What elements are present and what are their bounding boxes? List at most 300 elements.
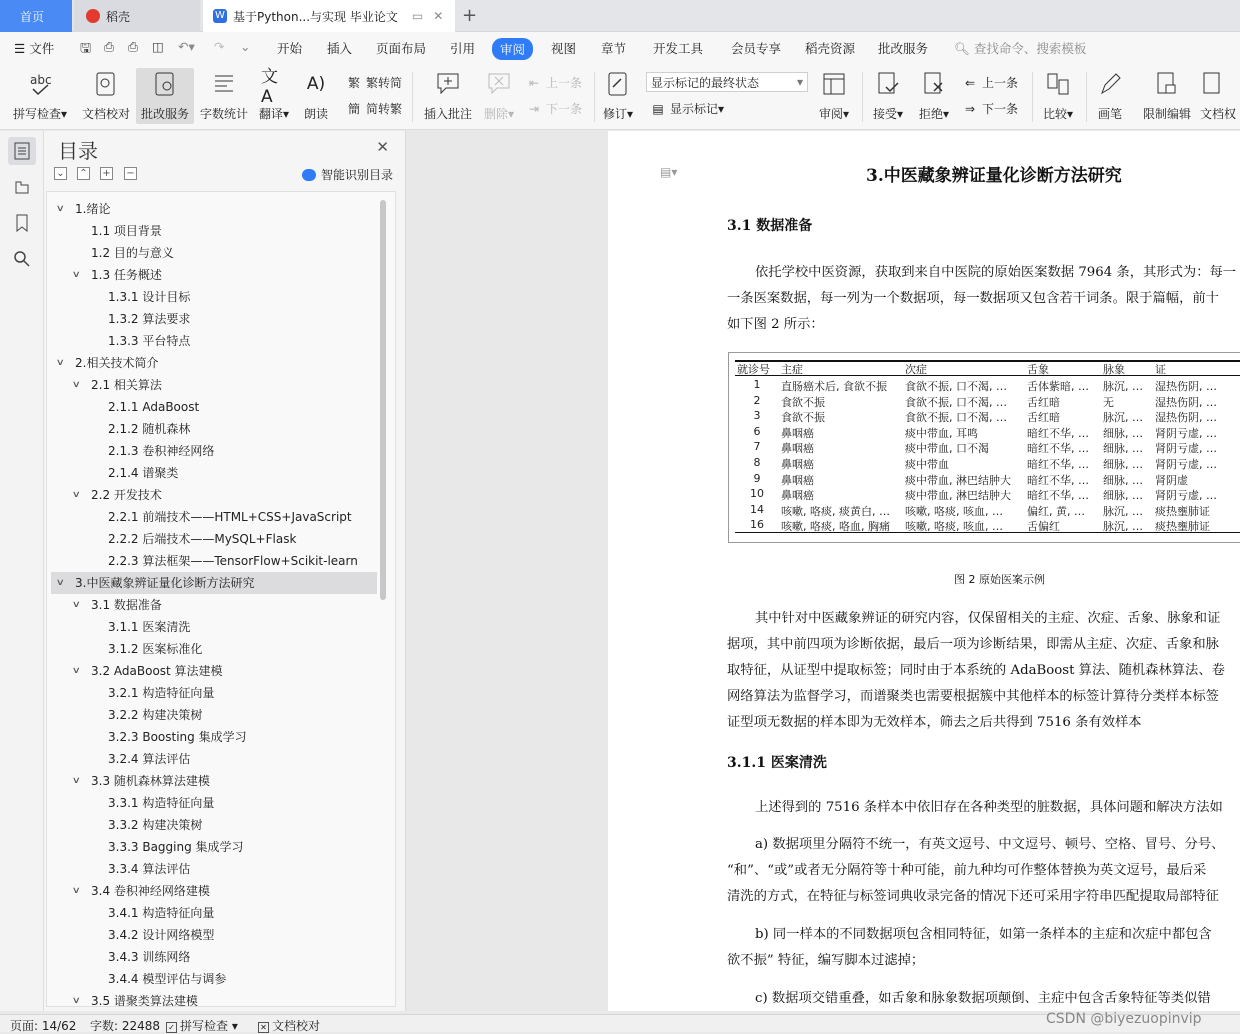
table-header-cell: 次症 bbox=[905, 363, 927, 376]
table-cell: 食欲不振, 口不渴, … bbox=[905, 411, 1007, 425]
table-cell: 暗红不华, … bbox=[1027, 489, 1089, 503]
toc-item[interactable] bbox=[51, 286, 377, 308]
status-bar bbox=[0, 1011, 1240, 1033]
toc-item[interactable] bbox=[51, 528, 377, 550]
table-cell: 鼻咽癌 bbox=[781, 442, 814, 456]
chevron-down-icon[interactable]: ∨ bbox=[71, 270, 81, 280]
toc-item-label: 1.3.3 平台特点 bbox=[108, 334, 191, 348]
toc-item[interactable] bbox=[51, 792, 377, 814]
chevron-down-icon: ▾ bbox=[796, 75, 803, 89]
toc-item[interactable] bbox=[51, 462, 377, 484]
toc-item-label: 2.相关技术简介 bbox=[75, 356, 159, 370]
toc-item[interactable] bbox=[51, 924, 377, 946]
watermark-text: CSDN @biyezuopinvip bbox=[1046, 1011, 1202, 1027]
toc-item-label: 3.4.4 模型评估与调参 bbox=[108, 972, 227, 986]
toc-item[interactable] bbox=[51, 594, 377, 616]
table-cell: 肾阴虚 bbox=[1155, 473, 1188, 487]
menu-item-start[interactable]: 开始 bbox=[277, 41, 303, 56]
wordcount-button[interactable] bbox=[198, 68, 250, 124]
table-cell: 暗红不华, … bbox=[1027, 442, 1089, 456]
word-doc-icon: W bbox=[213, 9, 227, 23]
table-cell: 16 bbox=[750, 518, 764, 532]
toc-item-label: 3.2.4 算法评估 bbox=[108, 752, 191, 766]
restrict-edit-label: 限制编辑 bbox=[1142, 107, 1191, 121]
table-cell: 肾阴亏虚, … bbox=[1155, 458, 1217, 471]
table-cell: 2 bbox=[753, 393, 761, 407]
toc-item-label: 3.3 随机森林算法建模 bbox=[91, 774, 210, 788]
toc-item[interactable] bbox=[51, 418, 377, 440]
ribbon-divider bbox=[1086, 72, 1087, 122]
paragraph-line: c) 数据项交错重叠，如舌象和脉象数据项颠倒、主症中包含舌象特征等类似错 bbox=[755, 991, 1211, 1006]
toc-item-label: 3.4.1 构造特征向量 bbox=[108, 906, 215, 920]
toc-item[interactable] bbox=[51, 880, 377, 902]
show-markup-icon: ▤ bbox=[652, 101, 664, 116]
table-cell: 咳嗽, 咯痰, 咳血, … bbox=[905, 504, 1003, 518]
insert-comment-button[interactable] bbox=[422, 68, 474, 124]
toc-item[interactable] bbox=[51, 990, 377, 1007]
save-icon[interactable]: 🖫 bbox=[80, 41, 92, 56]
toc-item-label: 3.4 卷积神经网络建模 bbox=[91, 884, 210, 898]
table-cell: 湿热伤阴, … bbox=[1155, 395, 1217, 409]
figure-caption: 图 2 原始医案示例 bbox=[954, 573, 1045, 586]
next-comment-button[interactable] bbox=[526, 100, 582, 117]
chevron-down-icon[interactable]: ∨ bbox=[55, 578, 65, 588]
search-icon: 🔍︎ bbox=[954, 41, 970, 56]
table-cell: 8 bbox=[753, 456, 761, 469]
toc-item[interactable] bbox=[51, 902, 377, 924]
review-label: 审阅 bbox=[818, 107, 843, 121]
smart-toc-button[interactable] bbox=[302, 166, 393, 183]
toc-item[interactable] bbox=[51, 308, 377, 330]
table-cell: 肾阴亏虚, … bbox=[1155, 426, 1217, 440]
pen-icon bbox=[1097, 71, 1123, 97]
markup-state-select[interactable] bbox=[646, 72, 808, 92]
ribbon-divider bbox=[862, 72, 863, 122]
table-cell: 食欲不振, 口不渴, … bbox=[905, 380, 1007, 393]
readaloud-label: 朗读 bbox=[303, 107, 328, 121]
menu-item-review[interactable]: 审阅 bbox=[492, 38, 533, 60]
paragraph-line: a) 数据项里分隔符不统一，有英文逗号、中文逗号、顿号、空格、冒号、分号、 bbox=[755, 837, 1225, 852]
next-change-button[interactable] bbox=[962, 100, 1018, 117]
left-navigation-strip bbox=[0, 131, 44, 1011]
table-cell: 鼻咽癌 bbox=[781, 489, 814, 503]
prev-change-icon: ⇐ bbox=[964, 75, 976, 90]
table-cell: 直肠癌术后, 食欲不振 bbox=[781, 380, 887, 393]
toc-item-label: 1.3.2 算法要求 bbox=[108, 312, 191, 326]
chevron-down-icon[interactable]: ∨ bbox=[71, 886, 81, 896]
menu-bar bbox=[0, 32, 1240, 64]
file-menu-label: 文件 bbox=[29, 41, 55, 56]
menu-item-insert[interactable]: 插入 bbox=[327, 41, 353, 56]
table-header-cell: 证 bbox=[1155, 363, 1166, 376]
chevron-down-icon[interactable]: ∨ bbox=[55, 358, 65, 368]
close-icon[interactable]: ✕ bbox=[376, 138, 389, 156]
menu-item-chapter[interactable]: 章节 bbox=[601, 41, 627, 56]
paragraph-line: 一条医案数据，每一列为一个数据项，每一数据项又包含若干词条。限于篇幅，前十 bbox=[727, 291, 1219, 306]
chapter-nav-icon[interactable] bbox=[8, 173, 36, 201]
spellcheck-button[interactable]: abc 拼写检查▾ bbox=[12, 73, 68, 121]
tab-document-label: 基于Python...与实现 毕业论文 bbox=[233, 9, 398, 24]
toc-item[interactable] bbox=[51, 660, 377, 682]
document-permission-icon bbox=[1200, 71, 1226, 97]
docer-icon bbox=[86, 9, 100, 23]
translate-label: 翻译 bbox=[258, 107, 283, 121]
table-cell: 细脉, … bbox=[1103, 442, 1143, 456]
toc-item[interactable] bbox=[51, 330, 377, 352]
table-cell: 9 bbox=[753, 471, 761, 485]
track-changes-button[interactable]: 修订▾ bbox=[600, 68, 636, 124]
remove-item-icon[interactable]: − bbox=[124, 167, 137, 180]
table-cell: 脉沉, … bbox=[1103, 504, 1143, 518]
toc-item-label: 2.1.2 随机森林 bbox=[108, 422, 191, 436]
table-cell: 脉沉, … bbox=[1103, 380, 1143, 393]
table-cell: 10 bbox=[750, 487, 764, 501]
speaker-icon: A) bbox=[306, 74, 326, 94]
chevron-down-icon[interactable]: ∨ bbox=[55, 204, 65, 214]
toc-item[interactable] bbox=[51, 616, 377, 638]
proof-status-label: 文档校对 bbox=[272, 1019, 321, 1033]
table-cell: 痰热壅肺证 bbox=[1155, 504, 1210, 518]
accept-icon bbox=[875, 71, 901, 97]
table-cell: 湿热伤阴, … bbox=[1155, 380, 1217, 393]
toc-item-label: 2.1.3 卷积神经网络 bbox=[108, 444, 215, 458]
doc-options-icon[interactable]: ▤▾ bbox=[660, 165, 678, 179]
paragraph-line: b) 同一样本的不同数据项包含相同特征，如第一条样本的主症和次症中都包含 bbox=[755, 927, 1212, 942]
toc-item[interactable] bbox=[51, 440, 377, 462]
print-icon[interactable]: ⎙ bbox=[128, 39, 139, 54]
toc-item-label: 3.3.4 算法评估 bbox=[108, 862, 191, 876]
chevron-down-icon[interactable]: ∨ bbox=[71, 600, 81, 610]
table-cell: 脉沉, … bbox=[1103, 411, 1143, 425]
compare-button[interactable]: 比较▾ bbox=[1038, 68, 1078, 124]
review-pane-button[interactable]: 审阅▾ bbox=[814, 68, 854, 124]
delete-comment-icon bbox=[486, 71, 512, 97]
toc-item[interactable] bbox=[51, 220, 377, 242]
tab-bar bbox=[0, 0, 1240, 32]
chevron-down-icon[interactable]: ∨ bbox=[71, 490, 81, 500]
lock-document-icon bbox=[1154, 71, 1180, 97]
page-indicator[interactable]: 页面: 14/62 bbox=[10, 1019, 77, 1033]
table-cell: 无 bbox=[1103, 395, 1114, 409]
trad-simp-icon: 繁 bbox=[347, 76, 360, 90]
trad-label: 繁转简 bbox=[366, 76, 403, 90]
redo-icon[interactable]: ↷ bbox=[214, 39, 225, 54]
chevron-down-icon[interactable]: ∨ bbox=[71, 666, 81, 676]
chevron-down-icon[interactable]: ∨ bbox=[71, 380, 81, 390]
spellcheck-icon bbox=[27, 71, 53, 97]
collapse-all-icon[interactable]: ⌄ bbox=[54, 167, 67, 180]
simp-to-trad-button[interactable] bbox=[346, 100, 402, 117]
tab-docer[interactable] bbox=[74, 0, 200, 32]
trad-to-simp-button[interactable] bbox=[346, 74, 402, 91]
document-proof-icon bbox=[93, 71, 119, 97]
smart-toc-icon bbox=[302, 169, 316, 181]
table-cell: 偏红, 黄, … bbox=[1027, 504, 1085, 518]
ribbon-divider bbox=[412, 72, 413, 122]
prev-comment-label: 上一条 bbox=[546, 76, 583, 90]
wordcount-icon bbox=[211, 71, 237, 97]
reject-icon bbox=[921, 71, 947, 97]
table-cell: 鼻咽癌 bbox=[781, 458, 814, 471]
show-markup-button[interactable]: ▤ 显示标记 ▾ bbox=[650, 100, 724, 117]
insert-comment-icon bbox=[435, 71, 461, 97]
toc-item-label: 3.中医藏象辨证量化诊断方法研究 bbox=[75, 576, 255, 590]
table-cell: 细脉, … bbox=[1103, 489, 1143, 503]
table-cell: 肾阴亏虚, … bbox=[1155, 489, 1217, 503]
toc-item[interactable] bbox=[51, 352, 377, 374]
menu-item-devtools[interactable]: 开发工具 bbox=[653, 41, 704, 56]
simp-label: 简转繁 bbox=[366, 102, 403, 116]
insert-comment-label: 插入批注 bbox=[423, 107, 472, 121]
pen-button[interactable] bbox=[1094, 68, 1126, 124]
print-preview-icon[interactable]: ◫ bbox=[152, 39, 164, 54]
table-cell: 痰中带血, 淋巴结肿大 bbox=[905, 473, 1011, 487]
menu-item-layout[interactable]: 页面布局 bbox=[376, 41, 427, 56]
menu-item-revise-service[interactable]: 批改服务 bbox=[878, 41, 929, 56]
toc-item[interactable] bbox=[51, 638, 377, 660]
toc-item[interactable] bbox=[51, 968, 377, 990]
paragraph-line: 上述得到的 7516 条样本中依旧存在各种类型的脏数据，具体问题和解决方法如 bbox=[755, 800, 1223, 815]
bookmark-icon[interactable] bbox=[8, 209, 36, 237]
toc-item-label: 3.3.1 构造特征向量 bbox=[108, 796, 215, 810]
find-icon[interactable] bbox=[8, 245, 36, 273]
track-changes-icon bbox=[605, 71, 631, 97]
chevron-down-icon[interactable]: ∨ bbox=[71, 996, 81, 1006]
table-cell: 痰热壅肺证 bbox=[1155, 520, 1210, 534]
toc-item-label: 1.2 目的与意义 bbox=[91, 246, 174, 260]
pin-icon[interactable]: ▭ bbox=[411, 9, 424, 23]
toc-item-label: 1.3 任务概述 bbox=[91, 268, 162, 282]
toc-item[interactable] bbox=[51, 726, 377, 748]
table-cell: 咳嗽, 咯痰, 咯血, 胸痛 bbox=[781, 520, 890, 534]
table-header-cell: 就诊号 bbox=[737, 363, 770, 376]
table-cell: 1 bbox=[753, 378, 761, 391]
revise-service-label: 批改服务 bbox=[140, 107, 189, 121]
toc-item[interactable] bbox=[51, 748, 377, 770]
restrict-edit-button[interactable] bbox=[1140, 68, 1194, 124]
toc-item-label: 3.5 谱聚类算法建模 bbox=[91, 994, 198, 1007]
show-markup-label: 显示标记 bbox=[670, 102, 719, 116]
toc-item-label: 3.2.1 构造特征向量 bbox=[108, 686, 215, 700]
table-header-cell: 脉象 bbox=[1103, 363, 1125, 376]
toc-item-label: 3.2.3 Boosting 集成学习 bbox=[108, 730, 247, 744]
next-comment-label: 下一条 bbox=[546, 102, 583, 116]
toc-item[interactable] bbox=[51, 814, 377, 836]
translate-icon: 文A bbox=[261, 66, 278, 107]
pen-label: 画笔 bbox=[1097, 107, 1122, 121]
table-cell: 鼻咽癌 bbox=[781, 473, 814, 487]
paragraph-line: 欲不振” 特征，编写脚本过滤掉； bbox=[727, 953, 925, 968]
spellcheck-label: 拼写检查 bbox=[12, 107, 61, 121]
hamburger-icon: ☰ bbox=[14, 41, 26, 56]
paragraph-line: 其中针对中医藏象辨证的研究内容，仅保留相关的主症、次症、舌象、脉象和证 bbox=[755, 611, 1221, 626]
new-tab-icon[interactable]: + bbox=[462, 5, 478, 26]
heading-3-1-1: 3.1.1 医案清洗 bbox=[727, 755, 827, 771]
heading-3-1: 3.1 数据准备 bbox=[727, 218, 813, 234]
toc-item[interactable] bbox=[51, 682, 377, 704]
word-count[interactable]: 字数: 22488 bbox=[90, 1019, 161, 1033]
toc-title: 目录 bbox=[58, 139, 98, 163]
table-cell: 肾阴亏虚, … bbox=[1155, 442, 1217, 456]
markup-state-value: 显示标记的最终状态 bbox=[651, 75, 760, 90]
toc-item[interactable] bbox=[51, 704, 377, 726]
proof-status[interactable] bbox=[258, 1017, 320, 1034]
toc-item-label: 1.3.1 设计目标 bbox=[108, 290, 191, 304]
track-label: 修订 bbox=[602, 107, 627, 121]
readaloud-button[interactable] bbox=[300, 68, 332, 124]
table-cell: 食欲不振 bbox=[781, 395, 825, 409]
toc-item[interactable] bbox=[51, 242, 377, 264]
toc-item[interactable] bbox=[51, 572, 377, 594]
compare-icon bbox=[1045, 71, 1071, 97]
toc-item[interactable] bbox=[51, 264, 377, 286]
ribbon-divider bbox=[1032, 72, 1033, 122]
chevron-down-icon[interactable]: ∨ bbox=[71, 776, 81, 786]
add-item-icon[interactable]: + bbox=[100, 167, 113, 180]
next-change-icon: ⇒ bbox=[964, 101, 976, 116]
toc-item[interactable] bbox=[51, 770, 377, 792]
toc-item[interactable] bbox=[51, 396, 377, 418]
toc-item-label: 2.2.3 算法框架——TensorFlow+Scikit-learn bbox=[108, 554, 358, 568]
paragraph-line: 证型项无数据的样本即为无效样本，筛去之后共得到 7516 条有效样本 bbox=[727, 715, 1142, 730]
table-cell: 细脉, … bbox=[1103, 458, 1143, 471]
toc-item-label: 3.2 AdaBoost 算法建模 bbox=[91, 664, 223, 678]
expand-up-icon[interactable]: ⌃ bbox=[77, 167, 90, 180]
tab-docer-label: 稻壳 bbox=[106, 9, 131, 24]
toc-item-label: 3.4.2 设计网络模型 bbox=[108, 928, 215, 942]
command-search[interactable] bbox=[954, 39, 1086, 57]
tab-home-label: 首页 bbox=[20, 9, 45, 24]
heading-chapter-3: 3.中医藏象辨证量化诊断方法研究 bbox=[866, 166, 1122, 186]
table-cell: 鼻咽癌 bbox=[781, 426, 814, 440]
paragraph-line: 网络算法为监督学习，而谱聚类也需要根据簇中其他样本的标签计算待分类样本标签 bbox=[727, 689, 1219, 704]
toc-item[interactable] bbox=[51, 506, 377, 528]
tab-home[interactable] bbox=[0, 0, 72, 32]
document-permission-button[interactable] bbox=[1200, 68, 1240, 124]
compare-label: 比较 bbox=[1042, 107, 1067, 121]
toc-item[interactable] bbox=[51, 836, 377, 858]
wordcount-label: 字数统计 bbox=[199, 107, 248, 121]
reject-label: 拒绝 bbox=[918, 107, 943, 121]
revise-service-icon bbox=[152, 71, 178, 97]
table-cell: 暗红不华, … bbox=[1027, 426, 1089, 440]
ribbon-divider bbox=[594, 72, 595, 122]
toc-item-label: 3.2.2 构建决策树 bbox=[108, 708, 203, 722]
table-cell: 3 bbox=[753, 409, 761, 423]
prev-change-button[interactable] bbox=[962, 74, 1018, 91]
next-comment-icon: ⇥ bbox=[528, 101, 540, 116]
table-cell: 食欲不振 bbox=[781, 411, 825, 425]
toc-scrollbar[interactable] bbox=[380, 200, 386, 600]
outline-icon[interactable] bbox=[8, 137, 36, 165]
paragraph-line: “和”、“或”或者无分隔符等十种可能，前九种均可作整体替换为英文逗号，最后采 bbox=[727, 863, 1207, 878]
docproof-button[interactable] bbox=[80, 68, 132, 124]
table-cell: 暗红不华, … bbox=[1027, 458, 1089, 471]
document-page[interactable] bbox=[608, 131, 1240, 1011]
paragraph-line: 据项，其中前四项为诊断依据，最后一项为诊断结果，即需从主症、次症、舌象和脉 bbox=[727, 637, 1219, 652]
table-cell: 痰中带血, 耳鸣 bbox=[905, 426, 978, 440]
next-change-label: 下一条 bbox=[982, 102, 1019, 116]
toc-panel bbox=[44, 131, 406, 1011]
paragraph-line: 如下图 2 所示： bbox=[727, 317, 824, 332]
accept-button[interactable]: 接受▾ bbox=[868, 68, 908, 124]
table-cell: 细脉, … bbox=[1103, 426, 1143, 440]
toc-item-label: 3.3.2 构建决策树 bbox=[108, 818, 203, 832]
toc-item-label: 3.4.3 训练网络 bbox=[108, 950, 191, 964]
menu-item-member[interactable]: 会员专享 bbox=[731, 41, 782, 56]
tab-document[interactable] bbox=[203, 0, 455, 32]
more-chevron-icon[interactable]: ⌄ bbox=[240, 39, 251, 54]
menu-item-view[interactable]: 视图 bbox=[551, 41, 577, 56]
toc-item-label: 3.1.2 医案标准化 bbox=[108, 642, 203, 656]
menu-item-docer-resources[interactable]: 稻壳资源 bbox=[805, 41, 856, 56]
command-search-placeholder: 查找命令、搜索模板 bbox=[973, 41, 1087, 56]
document-permission-label: 文档权 bbox=[1200, 107, 1237, 121]
toc-item[interactable] bbox=[51, 374, 377, 396]
table-cell: 14 bbox=[750, 502, 764, 516]
toc-list bbox=[46, 191, 396, 1007]
toc-item[interactable] bbox=[51, 550, 377, 572]
reject-button[interactable]: 拒绝▾ bbox=[914, 68, 954, 124]
paragraph-line: 清洗的方式，在特征与标签词典收录完备的情况下还可采用字符串匹配提取局部特征 bbox=[727, 889, 1219, 904]
table-cell: 痰中带血, 淋巴结肿大 bbox=[905, 489, 1011, 503]
close-tab-icon[interactable]: ✕ bbox=[433, 9, 444, 23]
figure-table-image bbox=[728, 352, 1240, 543]
delete-comment-button[interactable]: 删除▾ bbox=[482, 68, 516, 124]
ribbon-toolbar bbox=[0, 64, 1240, 130]
table-cell: 食欲不振, 口不渴, … bbox=[905, 395, 1007, 409]
toc-item[interactable] bbox=[51, 946, 377, 968]
prev-comment-button[interactable] bbox=[526, 74, 582, 91]
paragraph-line: 取特征，从证型中提取标签；同时由于本系统的 AdaBoost 算法、随机森林算法、卷 bbox=[727, 663, 1225, 678]
revise-service-button[interactable] bbox=[136, 68, 194, 124]
review-pane-icon bbox=[821, 71, 847, 97]
svg-text:abc: abc bbox=[30, 73, 52, 87]
toc-item[interactable] bbox=[51, 484, 377, 506]
table-cell: 舌偏红 bbox=[1027, 520, 1060, 534]
translate-button[interactable]: 文A 翻译▾ bbox=[258, 66, 290, 121]
toc-item-label: 2.1.4 谱聚类 bbox=[108, 466, 179, 480]
table-cell: 6 bbox=[753, 424, 761, 438]
toc-item-label: 3.1.1 医案清洗 bbox=[108, 620, 191, 634]
prev-comment-icon: ⇤ bbox=[528, 75, 540, 90]
paragraph-line: 依托学校中医资源，获取到来自中医院的原始医案数据 7964 条，其形式为：每一 bbox=[755, 265, 1237, 280]
spellcheck-status-label: 拼写检查 bbox=[180, 1019, 229, 1033]
toc-item-label: 2.2 开发技术 bbox=[91, 488, 162, 502]
spellcheck-status[interactable]: ✓ 拼写检查 ▾ bbox=[166, 1017, 238, 1034]
table-header-cell: 舌象 bbox=[1027, 363, 1049, 376]
table-cell: 暗红不华, … bbox=[1027, 473, 1089, 487]
simp-trad-icon: 簡 bbox=[347, 102, 360, 116]
toc-item-label: 2.2.1 前端技术——HTML+CSS+JavaScript bbox=[108, 510, 352, 524]
toc-item-label: 2.2.2 后端技术——MySQL+Flask bbox=[108, 532, 297, 546]
table-cell: 咳嗽, 咯痰, 痰黄白, … bbox=[781, 504, 890, 518]
toc-item-label: 3.1 数据准备 bbox=[91, 598, 162, 612]
menu-item-references[interactable]: 引用 bbox=[450, 41, 476, 56]
file-menu[interactable] bbox=[14, 39, 54, 57]
table-cell: 细脉, … bbox=[1103, 473, 1143, 487]
export-pdf-icon[interactable]: ⎙ bbox=[104, 39, 115, 54]
table-cell: 痰中带血, 口不渴 bbox=[905, 442, 989, 456]
toc-item-label: 1.绪论 bbox=[75, 202, 111, 216]
table-cell: 脉沉, … bbox=[1103, 520, 1143, 534]
undo-icon[interactable]: ↶▾ bbox=[178, 39, 195, 54]
table-cell: 舌红暗 bbox=[1027, 395, 1060, 409]
table-header-cell: 主症 bbox=[781, 363, 803, 376]
toc-item[interactable] bbox=[51, 858, 377, 880]
toc-item[interactable] bbox=[51, 198, 377, 220]
table-cell: 痰中带血 bbox=[905, 458, 949, 471]
